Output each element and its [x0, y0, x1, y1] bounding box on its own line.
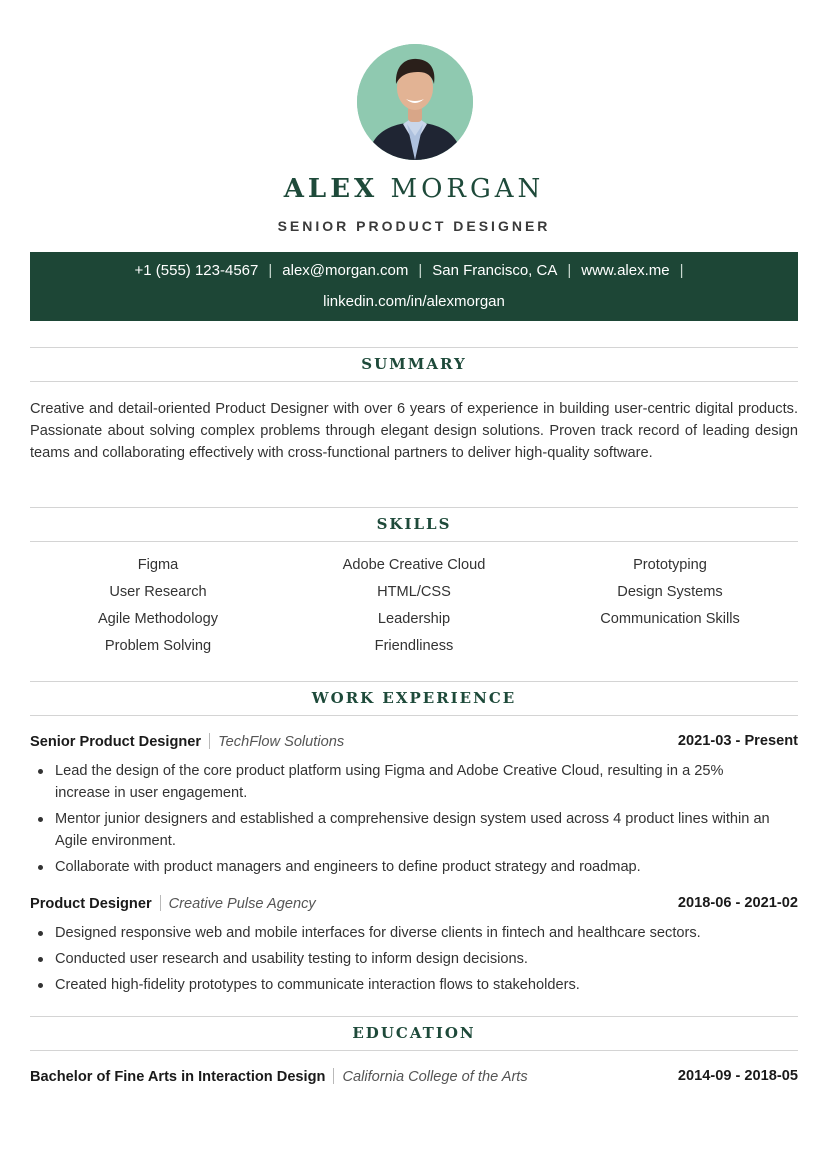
person-portrait-icon	[357, 44, 473, 160]
section-heading-education: EDUCATION	[30, 1016, 798, 1051]
list-item: Created high-fidelity prototypes to communicate interaction flows to stakeholders.	[30, 974, 798, 996]
last-name: MORGAN	[390, 174, 545, 204]
job-header	[30, 895, 798, 915]
job-title: SENIOR PRODUCT DESIGNER	[277, 218, 551, 234]
contact-separator: |	[679, 262, 684, 279]
divider	[209, 733, 210, 749]
school: California College of the Arts	[342, 1069, 528, 1085]
section-heading-skills: SKILLS	[30, 507, 798, 542]
location: San Francisco, CA	[432, 262, 558, 279]
summary-text: Creative and detail-oriented Product Designer with over 6 years of experience in building user-centric digital products. Passionate about solving complex problems through elegant design solutions. Proven track record of leading design teams and collaborating effectively with cross-functional partners to deliver high-quality software.	[30, 401, 798, 461]
skill-item: Communication Skills	[600, 611, 740, 627]
job-header	[30, 733, 798, 753]
skill-item: Friendliness	[374, 638, 454, 654]
skill-item: Figma	[137, 557, 179, 573]
contact-bar	[30, 252, 798, 321]
contact-separator: |	[268, 262, 273, 279]
skill-item: Design Systems	[617, 584, 723, 600]
divider	[333, 1068, 334, 1084]
skill-item: Adobe Creative Cloud	[342, 557, 486, 573]
job-role: Senior Product Designer	[30, 734, 202, 750]
skill-item: Leadership	[377, 611, 451, 627]
section-heading-experience: WORK EXPERIENCE	[30, 681, 798, 716]
contact-row	[30, 293, 798, 310]
email-link[interactable]: alex@morgan.com	[282, 262, 409, 279]
degree: Bachelor of Fine Arts in Interaction Design	[30, 1069, 326, 1085]
skill-item: HTML/CSS	[377, 584, 451, 600]
job-role: Product Designer	[30, 896, 152, 912]
linkedin-link[interactable]: linkedin.com/in/alexmorgan	[323, 293, 505, 310]
first-name: ALEX	[283, 174, 379, 204]
skill-item: Problem Solving	[104, 638, 212, 654]
section-heading-summary: SUMMARY	[30, 347, 798, 382]
list-item: Mentor junior designers and established a comprehensive design system used across 4 product lines within an Agile environment.	[30, 808, 798, 852]
divider	[160, 895, 161, 911]
education-header	[30, 1068, 798, 1088]
list-item: Collaborate with product managers and engineers to define product strategy and roadmap.	[30, 856, 798, 878]
avatar	[357, 44, 473, 160]
job-company: Creative Pulse Agency	[168, 896, 316, 912]
job-bullets	[30, 760, 798, 882]
list-item: Lead the design of the core product platform using Figma and Adobe Creative Cloud, resulting in a 25% increase in user engagement.	[30, 760, 798, 804]
job-dates: 2021-03 - Present	[677, 733, 798, 749]
contact-separator: |	[567, 262, 572, 279]
job-dates: 2018-06 - 2021-02	[677, 895, 798, 911]
job-bullets	[30, 922, 798, 1000]
website-link[interactable]: www.alex.me	[581, 262, 670, 279]
list-item: Designed responsive web and mobile interfaces for diverse clients in fintech and healthcare sectors.	[30, 922, 798, 944]
skill-item: Prototyping	[633, 557, 707, 573]
education-dates: 2014-09 - 2018-05	[677, 1068, 798, 1084]
list-item: Conducted user research and usability testing to inform design decisions.	[30, 948, 798, 970]
phone-number[interactable]: +1 (555) 123-4567	[134, 262, 259, 279]
skill-item: Agile Methodology	[97, 611, 219, 627]
contact-separator: |	[418, 262, 423, 279]
job-company: TechFlow Solutions	[218, 734, 345, 750]
contact-row	[30, 262, 798, 279]
skill-item: User Research	[109, 584, 207, 600]
candidate-name	[30, 174, 798, 204]
